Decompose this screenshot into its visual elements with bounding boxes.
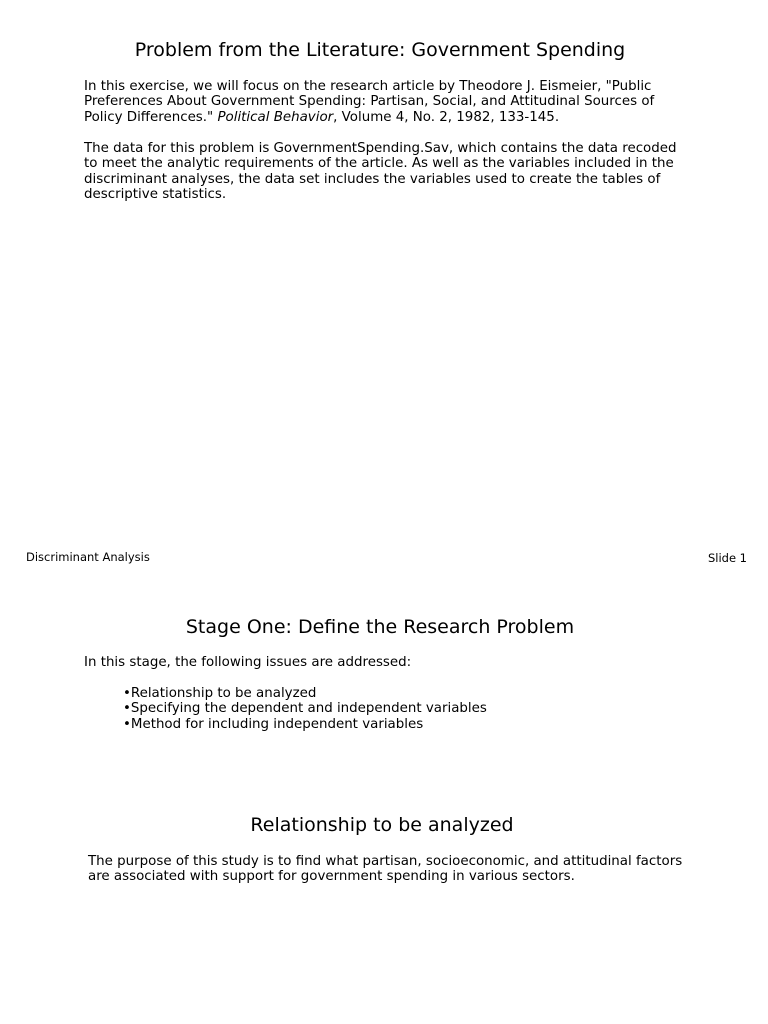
- slide2-intro: In this stage, the following issues are addressed:: [84, 655, 412, 670]
- footer-left: Discriminant Analysis: [26, 550, 150, 564]
- list-item: •Relationship to be analyzed: [123, 686, 317, 701]
- journal-title: Political Behavior: [217, 109, 334, 125]
- section-title: Relationship to be analyzed: [250, 814, 514, 836]
- citation-details: , Volume 4, No. 2, 1982, 133-145.: [333, 109, 560, 125]
- list-item: •Method for including independent variables: [123, 716, 424, 732]
- footer-slide-number: Slide 1: [707, 551, 747, 565]
- list-item: •Specifying the dependent and independent variables: [123, 701, 487, 717]
- slide2-title: Stage One: Define the Research Problem: [185, 616, 575, 638]
- issues-list: [123, 686, 487, 732]
- slide1-paragraph-citation: [84, 79, 684, 125]
- slide1-paragraph-data: The data for this problem is GovernmentSpending.Sav, which contains the data recoded to meet the analytic requirements of the article. As well as the variables included in the discriminant analyses, the data set includes the variables used to create the tables of descriptive statistics.: [84, 141, 677, 203]
- citation-text: In this exercise, we will focus on the research article by Theodore J. Eismeier, "Public Preferences About Government Spending: Partisan, Social, and Attitudinal Sources of Policy Differences.": [84, 79, 655, 125]
- slide1-title: Problem from the Literature: Government Spending: [134, 39, 626, 61]
- section-paragraph: The purpose of this study is to find what partisan, socioeconomic, and attitudinal factors are associated with support for government spending in various sectors.: [88, 854, 683, 885]
